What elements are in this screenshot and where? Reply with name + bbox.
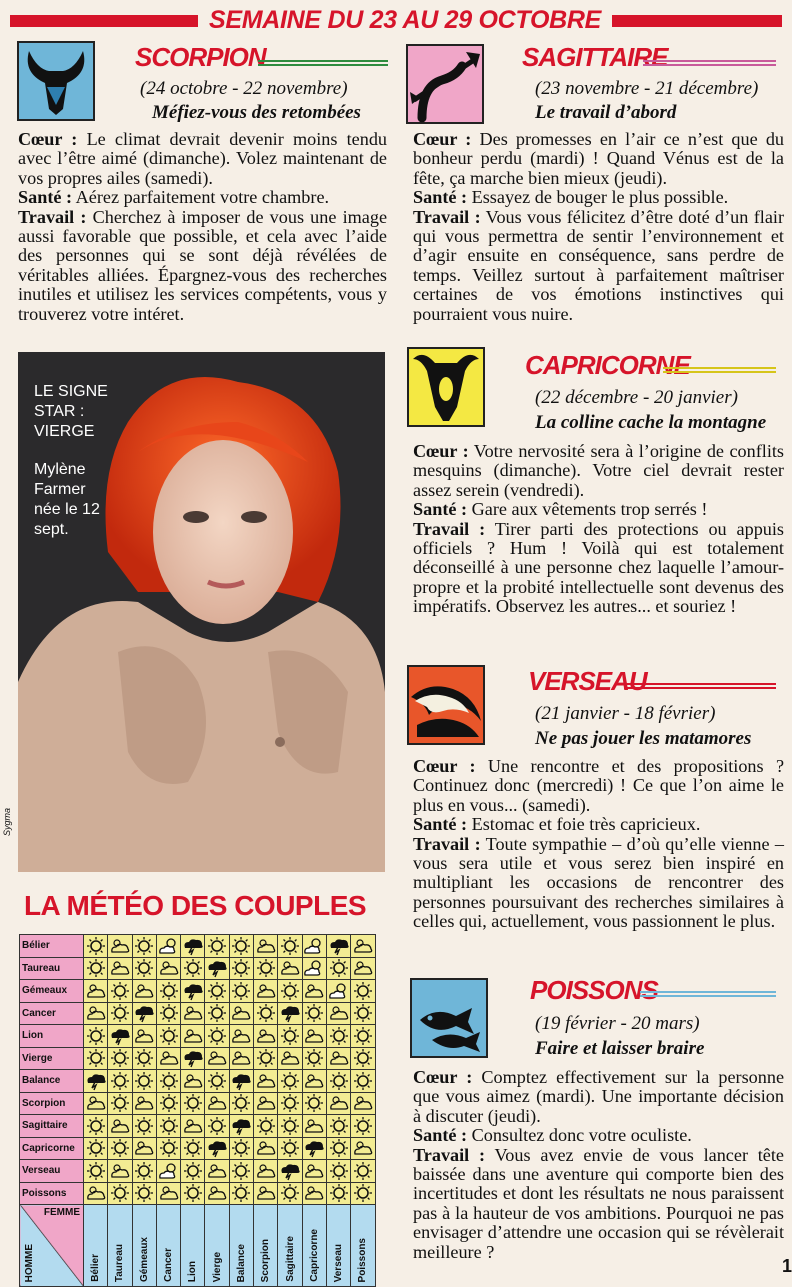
sun-icon — [278, 1182, 302, 1205]
cloud-icon — [132, 1092, 156, 1115]
homme-sign-label — [326, 1205, 350, 1287]
sun-icon — [278, 1115, 302, 1138]
homme-sign-label — [351, 1205, 375, 1287]
storm-icon — [278, 1002, 302, 1025]
sign-name-capricorne: CAPRICORNE — [525, 350, 690, 380]
sun-icon — [351, 1115, 375, 1138]
cloud-icon — [181, 1115, 205, 1138]
horoscope-scorpion: Cœur : Le climat devrait devenir moins tendu avec l’être aimé (dimanche). Volez maintenant de vos propres ailes (samedi). Santé : Aérez parfaitement votre chambre. Travail : Cherchez à imposer de vous une image aussi favorable que possible, et cela avec l’aide des personnes qui se sont déjà révélées de véritables alliées. Épargnez-vous des recherches inutiles et utilisez les services compétents, vous y trouverez votre intéret. — [18, 129, 388, 324]
sun-icon — [108, 1070, 132, 1093]
weather-table — [19, 934, 376, 1287]
cloud-icon — [205, 1047, 229, 1070]
sun-icon — [156, 1002, 180, 1025]
sun-icon — [156, 1137, 180, 1160]
storm-icon — [326, 935, 350, 958]
homme-sign-label — [108, 1205, 132, 1287]
grid-row-3 — [20, 1002, 376, 1025]
homme-sign-text: Capricorne — [308, 1229, 320, 1282]
motto-capricorne: La colline cache la montagne — [535, 412, 767, 433]
cloud-icon — [254, 1092, 278, 1115]
partly-sunny-icon — [302, 957, 326, 980]
sun-icon — [278, 1137, 302, 1160]
sun-icon — [205, 1002, 229, 1025]
sun-icon — [156, 1092, 180, 1115]
sun-icon — [351, 1047, 375, 1070]
homme-sign-text: Cancer — [163, 1248, 175, 1282]
storm-icon — [205, 957, 229, 980]
motto-sagittaire: Le travail d’abord — [535, 102, 677, 123]
cloud-icon — [205, 1160, 229, 1183]
sun-icon — [229, 935, 253, 958]
homme-header-row — [20, 1205, 376, 1287]
star-photo — [18, 352, 385, 872]
homme-sign-label — [229, 1205, 253, 1287]
sun-icon — [132, 1182, 156, 1205]
meteo-title: LA MÉTÉO DES COUPLES — [23, 890, 367, 921]
cloud-icon — [205, 1092, 229, 1115]
cloud-icon — [254, 1025, 278, 1048]
homme-sign-text: Vierge — [211, 1251, 223, 1282]
sun-icon — [229, 1137, 253, 1160]
homme-sign-text: Gémeaux — [138, 1236, 150, 1282]
motto-scorpion: Méfiez-vous des retombées — [152, 102, 361, 123]
sun-icon — [181, 1137, 205, 1160]
cloud-icon — [108, 1115, 132, 1138]
homme-sign-text: Bélier — [90, 1254, 102, 1282]
cloud-icon — [302, 1025, 326, 1048]
sun-icon — [132, 935, 156, 958]
storm-icon — [229, 1070, 253, 1093]
sun-icon — [302, 1047, 326, 1070]
homme-sign-label — [181, 1205, 205, 1287]
sun-icon — [108, 1182, 132, 1205]
horoscope-sagittaire: Cœur : Des promesses en l’air ce n’est que du bonheur perdu (mardi) ! Quand Vénus est de la fête, ça marche bien mieux (jeudi). Santé : Essayez de bouger le plus possible. Travail : Vous vous félicitez d’être doté d’un flair qui vous permettra de sentir l’environnement et d’agir ensuite en conséquence, sans perdre de temps. Veillez surtout à parfaitement maîtriser certaines de vos émotions instinctives qui pourraient vous nuire. — [413, 129, 785, 324]
capricorne-rule — [663, 367, 776, 373]
sun-icon — [229, 1160, 253, 1183]
homme-sign-label — [132, 1205, 156, 1287]
storm-icon — [181, 1047, 205, 1070]
dates-sagittaire: (23 novembre - 21 décembre) — [535, 78, 759, 99]
cloud-icon — [278, 1047, 302, 1070]
cloud-icon — [229, 1025, 253, 1048]
femme-sign-label: Capricorne — [20, 1137, 84, 1160]
sun-icon — [84, 957, 108, 980]
sun-icon — [108, 1002, 132, 1025]
sun-icon — [278, 980, 302, 1003]
photo-caption — [34, 382, 134, 540]
cloud-icon — [302, 980, 326, 1003]
sun-icon — [84, 1137, 108, 1160]
sun-icon — [326, 1160, 350, 1183]
caption-star-sign: LE SIGNE STAR : VIERGE — [34, 383, 108, 440]
sun-icon — [108, 1137, 132, 1160]
sun-icon — [84, 935, 108, 958]
dates-poissons: (19 février - 20 mars) — [535, 1013, 700, 1034]
motto-verseau: Ne pas jouer les matamores — [535, 728, 752, 749]
sun-icon — [254, 1002, 278, 1025]
cloud-icon — [132, 1025, 156, 1048]
week-title: SEMAINE DU 23 AU 29 OCTOBRE — [209, 6, 601, 34]
grid-row-10 — [20, 1160, 376, 1183]
grid-row-4 — [20, 1025, 376, 1048]
femme-sign-label: Bélier — [20, 935, 84, 958]
homme-sign-label — [84, 1205, 108, 1287]
sun-icon — [302, 1092, 326, 1115]
sun-icon — [326, 1070, 350, 1093]
cloud-icon — [302, 1115, 326, 1138]
storm-icon — [84, 1070, 108, 1093]
sun-icon — [181, 957, 205, 980]
homme-sign-label — [302, 1205, 326, 1287]
cloud-icon — [229, 1002, 253, 1025]
sun-icon — [108, 980, 132, 1003]
homme-sign-label — [205, 1205, 229, 1287]
poissons-rule — [640, 991, 776, 997]
femme-sign-label: Scorpion — [20, 1092, 84, 1115]
femme-sign-label: Cancer — [20, 1002, 84, 1025]
banner-rule-left — [10, 15, 198, 27]
grid-row-5 — [20, 1047, 376, 1070]
sun-icon — [302, 1002, 326, 1025]
homme-sign-text: Scorpion — [260, 1238, 272, 1282]
storm-icon — [229, 1115, 253, 1138]
cloud-icon — [132, 1137, 156, 1160]
sun-icon — [84, 1025, 108, 1048]
dates-scorpion: (24 octobre - 22 novembre) — [140, 78, 348, 99]
homme-sign-text: Balance — [235, 1243, 247, 1282]
homme-sign-text: Verseau — [333, 1243, 345, 1282]
couples-weather-grid — [19, 934, 376, 1287]
sun-icon — [326, 1182, 350, 1205]
cloud-icon — [156, 1047, 180, 1070]
storm-icon — [302, 1137, 326, 1160]
femme-sign-label: Balance — [20, 1070, 84, 1093]
wave-icon — [407, 665, 485, 745]
cloud-icon — [351, 957, 375, 980]
cloud-icon — [84, 1182, 108, 1205]
cloud-icon — [181, 1002, 205, 1025]
sun-icon — [229, 957, 253, 980]
grid-row-2 — [20, 980, 376, 1003]
homme-sign-text: Poissons — [357, 1237, 369, 1282]
sign-name-poissons: POISSONS — [530, 975, 658, 1005]
cloud-icon — [254, 980, 278, 1003]
sun-icon — [351, 980, 375, 1003]
femme-label: FEMME — [43, 1207, 80, 1218]
sun-icon — [254, 957, 278, 980]
cloud-icon — [254, 1070, 278, 1093]
cloud-icon — [326, 1092, 350, 1115]
horoscope-capricorne: Cœur : Votre nervosité sera à l’origine de conflits mesquins (dimanche). Votre ciel devrait rester assez serein (vendredi). Santé : Gare aux vêtements trop serrés ! Travail : Tirer parti des protections ou appuis officiels ? Hum ! Voilà qui est totalement déconseillé à une personne chez laquelle l’amour-propre et la probité intellectuelle sont devenus des impératifs. Observez les autres... et souriez ! — [413, 441, 785, 617]
sun-icon — [181, 1092, 205, 1115]
sun-icon — [156, 1115, 180, 1138]
cloud-icon — [254, 1160, 278, 1183]
sun-icon — [181, 1182, 205, 1205]
motto-poissons: Faire et laisser braire — [535, 1038, 705, 1059]
femme-sign-label: Taureau — [20, 957, 84, 980]
grid-row-6 — [20, 1070, 376, 1093]
cloud-icon — [302, 1182, 326, 1205]
dates-verseau: (21 janvier - 18 février) — [535, 703, 716, 724]
homme-sign-label — [278, 1205, 302, 1287]
sign-name-verseau: VERSEAU — [528, 666, 647, 696]
cloud-icon — [254, 1182, 278, 1205]
horoscope-poissons: Cœur : Comptez effectivement sur la personne que vous aimez (mardi). Une importante décision à discuter (jeudi). Santé : Consultez donc votre oculiste. Travail : Vous avez envie de vous lancer tête baissée dans une aventure qui comporte bien des incertitudes et dont les résultats ne nous paraissent pas à la hauteur de vos ambitions. Pourquoi ne pas envisager d’attendre une occasion qui se révèlerait meilleure ? — [413, 1067, 785, 1262]
grid-row-7 — [20, 1092, 376, 1115]
fish-icon — [410, 978, 488, 1058]
archer-arrow-icon — [406, 44, 484, 124]
sun-icon — [254, 1115, 278, 1138]
sun-icon — [326, 957, 350, 980]
cloud-icon — [351, 1092, 375, 1115]
cloud-icon — [181, 1025, 205, 1048]
scorpion-bull-icon — [17, 41, 95, 121]
homme-label: HOMME — [24, 1243, 35, 1282]
storm-icon — [108, 1025, 132, 1048]
sign-name-scorpion: SCORPION — [135, 42, 266, 72]
cloud-icon — [351, 1137, 375, 1160]
sun-icon — [351, 1160, 375, 1183]
sun-icon — [351, 1182, 375, 1205]
femme-homme-corner — [20, 1205, 84, 1287]
cloud-icon — [84, 980, 108, 1003]
sun-icon — [205, 1025, 229, 1048]
verseau-rule — [624, 683, 776, 689]
sun-icon — [229, 1092, 253, 1115]
sign-name-sagittaire: SAGITTAIRE — [522, 42, 668, 72]
sun-icon — [278, 1025, 302, 1048]
sun-icon — [205, 935, 229, 958]
sun-icon — [326, 1115, 350, 1138]
storm-icon — [205, 1137, 229, 1160]
cloud-icon — [278, 957, 302, 980]
partly-sunny-icon — [156, 1160, 180, 1183]
sun-icon — [181, 1160, 205, 1183]
homme-sign-text: Lion — [187, 1260, 199, 1282]
sun-icon — [326, 1137, 350, 1160]
sun-icon — [132, 1160, 156, 1183]
sun-icon — [278, 1070, 302, 1093]
sun-icon — [326, 1025, 350, 1048]
sun-icon — [84, 1047, 108, 1070]
sun-icon — [156, 980, 180, 1003]
goat-head-icon — [407, 347, 485, 427]
cloud-icon — [84, 1092, 108, 1115]
sun-icon — [229, 980, 253, 1003]
horoscope-verseau: Cœur : Une rencontre et des propositions ? Continuez donc (mercredi) ! Ce que l’on aime le plus en vous... (samedi). Santé : Estomac et foie très capricieux. Travail : Toute sympathie – d’où qu’elle vienne – vous sera utile et vous serez bien inspiré en multipliant les occasions de rencontrer des personnes poursuivant des recherches similaires à celles qui, actuellement, vous passionnent le plus. — [413, 756, 785, 932]
scorpion-rule — [258, 60, 388, 66]
grid-row-1 — [20, 957, 376, 980]
grid-row-9 — [20, 1137, 376, 1160]
cloud-icon — [229, 1047, 253, 1070]
homme-sign-text: Taureau — [114, 1243, 126, 1282]
femme-sign-label: Poissons — [20, 1182, 84, 1205]
dates-capricorne: (22 décembre - 20 janvier) — [535, 387, 738, 408]
cloud-icon — [84, 1002, 108, 1025]
homme-sign-label — [254, 1205, 278, 1287]
grid-row-8 — [20, 1115, 376, 1138]
femme-sign-label: Vierge — [20, 1047, 84, 1070]
cloud-icon — [181, 1070, 205, 1093]
photo-credit: Sygma — [2, 807, 12, 836]
cloud-icon — [254, 1137, 278, 1160]
cloud-icon — [302, 1160, 326, 1183]
banner-rule-right — [612, 15, 782, 27]
sun-icon — [108, 1092, 132, 1115]
partly-sunny-icon — [156, 935, 180, 958]
cloud-icon — [132, 980, 156, 1003]
partly-sunny-icon — [326, 980, 350, 1003]
homme-sign-label — [156, 1205, 180, 1287]
sun-icon — [156, 1025, 180, 1048]
sun-icon — [156, 1070, 180, 1093]
sun-icon — [205, 1115, 229, 1138]
femme-sign-label: Sagittaire — [20, 1115, 84, 1138]
sun-icon — [278, 1092, 302, 1115]
sun-icon — [132, 957, 156, 980]
femme-sign-label: Gémeaux — [20, 980, 84, 1003]
sun-icon — [229, 1182, 253, 1205]
cloud-icon — [156, 1182, 180, 1205]
sun-icon — [84, 1160, 108, 1183]
cloud-icon — [108, 1160, 132, 1183]
sagittaire-rule — [643, 60, 776, 66]
grid-row-0 — [20, 935, 376, 958]
femme-sign-label: Lion — [20, 1025, 84, 1048]
sun-icon — [278, 935, 302, 958]
storm-icon — [132, 1002, 156, 1025]
sun-icon — [351, 1025, 375, 1048]
page-number: 1 — [782, 1256, 792, 1276]
cloud-icon — [326, 1047, 350, 1070]
cloud-icon — [108, 957, 132, 980]
sun-icon — [351, 1002, 375, 1025]
sun-icon — [108, 1047, 132, 1070]
sun-icon — [132, 1070, 156, 1093]
homme-sign-text: Sagittaire — [284, 1236, 296, 1282]
storm-icon — [278, 1160, 302, 1183]
sun-icon — [205, 1070, 229, 1093]
storm-icon — [181, 980, 205, 1003]
cloud-icon — [108, 935, 132, 958]
storm-icon — [181, 935, 205, 958]
grid-row-11 — [20, 1182, 376, 1205]
sun-icon — [132, 1047, 156, 1070]
cloud-icon — [351, 935, 375, 958]
partly-sunny-icon — [302, 935, 326, 958]
femme-sign-label: Verseau — [20, 1160, 84, 1183]
caption-star-name: Mylène Farmer née le 12 sept. — [34, 461, 100, 538]
sun-icon — [254, 1047, 278, 1070]
sun-icon — [351, 1070, 375, 1093]
cloud-icon — [205, 1182, 229, 1205]
week-banner — [0, 6, 791, 34]
sun-icon — [205, 980, 229, 1003]
cloud-icon — [326, 1002, 350, 1025]
sun-icon — [132, 1115, 156, 1138]
sun-icon — [84, 1115, 108, 1138]
cloud-icon — [156, 957, 180, 980]
cloud-icon — [302, 1070, 326, 1093]
cloud-icon — [254, 935, 278, 958]
